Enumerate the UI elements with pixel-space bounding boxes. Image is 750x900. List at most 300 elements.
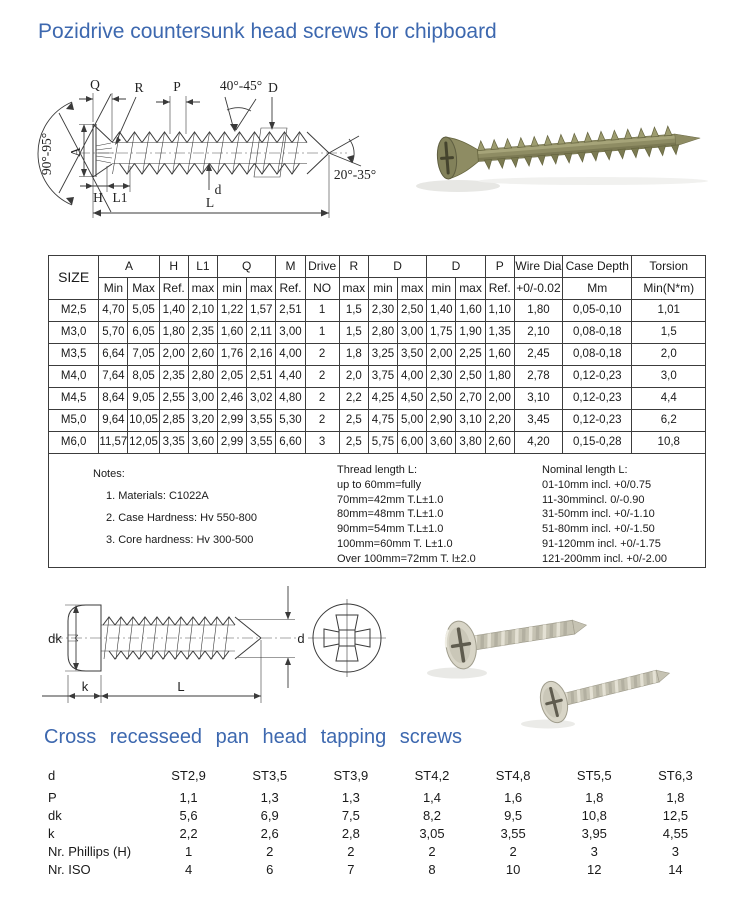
- thread-shape: [624, 129, 632, 139]
- dk-label: dk: [48, 631, 62, 646]
- table-cell: 1,80: [485, 366, 514, 388]
- tapping-screws-photo: [415, 578, 730, 733]
- row-size-cell: M3,5: [49, 344, 99, 366]
- row-label: Nr. ISO: [48, 862, 91, 877]
- table-cell: 1,22: [218, 300, 247, 322]
- table-row: [49, 300, 706, 322]
- table-cell: 4,80: [276, 388, 305, 410]
- column-sub-header: max: [188, 278, 217, 300]
- q-label: Q: [90, 77, 100, 92]
- table-cell: 3,75: [368, 366, 397, 388]
- column-group-header: M: [276, 256, 305, 278]
- thread-shape: [551, 154, 559, 164]
- table-cell: 2,20: [485, 410, 514, 432]
- table-cell: 2,5: [339, 410, 368, 432]
- table-cell: 3,0: [632, 366, 706, 388]
- r-label: R: [134, 80, 144, 95]
- table-cell: 4,50: [398, 388, 427, 410]
- column-sub-header: Min: [99, 278, 128, 300]
- table-cell: 7,05: [128, 344, 159, 366]
- table-cell: 12,5: [662, 808, 689, 823]
- table-cell: 0,12-0,23: [563, 388, 632, 410]
- table-cell: 2,0: [339, 366, 368, 388]
- column-group-header: Wire Dia: [514, 256, 562, 278]
- table-cell: 10,05: [128, 410, 159, 432]
- cross-recess-view: [308, 599, 386, 677]
- column-group-header: Case Depth: [563, 256, 632, 278]
- length-label: L: [177, 679, 185, 694]
- thread-shape: [570, 133, 578, 143]
- tapping-screw-large: [442, 601, 590, 671]
- column-sub-header: Ref.: [485, 278, 514, 300]
- table-cell: 2,05: [218, 366, 247, 388]
- table-cell: 5,30: [276, 410, 305, 432]
- table-cell: ST3,5: [252, 767, 288, 783]
- p-label: P: [173, 79, 181, 94]
- spec-table-body: [49, 300, 706, 454]
- table-cell: 2,30: [427, 366, 456, 388]
- thread-shape: [524, 156, 532, 166]
- column-sub-header: max: [398, 278, 427, 300]
- thread-shape: [503, 138, 511, 148]
- table-cell: 1,10: [485, 300, 514, 322]
- table-cell: 2,6: [260, 826, 279, 841]
- table-cell: 7,64: [99, 366, 128, 388]
- table-cell: 1,40: [427, 300, 456, 322]
- table-row: [49, 432, 706, 454]
- row-size-cell: M4,5: [49, 388, 99, 410]
- table-row: [49, 322, 706, 344]
- table-cell: 2,35: [159, 366, 188, 388]
- table-cell: 12,05: [128, 432, 159, 454]
- table-cell: 2,80: [368, 322, 397, 344]
- table-cell: 1,35: [485, 322, 514, 344]
- table-cell: 1,60: [456, 300, 485, 322]
- top-angle-label: 40°-45°: [219, 78, 263, 93]
- column-group-header: Torsion: [632, 256, 706, 278]
- l1-label: L1: [112, 190, 128, 205]
- row-size-cell: M6,0: [49, 432, 99, 454]
- table-cell: 1,4: [422, 790, 442, 805]
- table-cell: 14: [668, 862, 683, 877]
- table-cell: 3,02: [247, 388, 276, 410]
- table-cell: 1,5: [632, 322, 706, 344]
- tapping-screw-small: [536, 653, 674, 726]
- column-sub-header: max: [456, 278, 485, 300]
- table-cell: 0,15-0,28: [563, 432, 632, 454]
- table-cell: 4,00: [276, 344, 305, 366]
- table-cell: 6,2: [632, 410, 706, 432]
- thread-shape: [671, 145, 679, 155]
- column-sub-header: min: [368, 278, 397, 300]
- column-sub-header: min: [427, 278, 456, 300]
- thread-shape: [484, 159, 492, 169]
- table-cell: 1: [184, 844, 193, 859]
- table-cell: 3,55: [500, 826, 526, 841]
- row-label: d: [48, 767, 56, 783]
- column-sub-header: Max: [128, 278, 159, 300]
- column-group-header: R: [339, 256, 368, 278]
- size-column-header: SIZE: [49, 256, 99, 300]
- thread-shape: [605, 150, 613, 160]
- thread-shape: [584, 132, 592, 142]
- column-group-header: A: [99, 256, 159, 278]
- table-cell: 2,99: [218, 410, 247, 432]
- table-cell: 2,50: [398, 300, 427, 322]
- thread-shape: [597, 131, 605, 141]
- table-cell: 0,12-0,23: [563, 366, 632, 388]
- thread-shape: [557, 134, 565, 144]
- thread-shape: [530, 136, 538, 146]
- note-line: 91-120mm incl. +0/-1.75: [542, 537, 661, 550]
- table-cell: 2,50: [427, 388, 456, 410]
- table-cell: 9,05: [128, 388, 159, 410]
- table-cell: 4,55: [662, 826, 689, 841]
- table-cell: 2,90: [427, 410, 456, 432]
- h-label: H: [93, 190, 103, 205]
- table-cell: 2,99: [218, 432, 247, 454]
- section-title: Cross recesseed pan head tapping screws: [44, 726, 462, 748]
- table-cell: 4,25: [368, 388, 397, 410]
- note-line: 2. Case Hardness: Hv 550-800: [106, 512, 258, 524]
- table-cell: 9,64: [99, 410, 128, 432]
- column-sub-header: max: [247, 278, 276, 300]
- column-sub-header: +0/-0.02: [514, 278, 562, 300]
- column-sub-header: max: [339, 278, 368, 300]
- thread-shape: [477, 141, 485, 151]
- table-row: [40, 807, 716, 825]
- a-label: A: [68, 147, 83, 157]
- thread-shape: [538, 155, 546, 165]
- table-cell: 3,25: [368, 344, 397, 366]
- table-cell: 7: [347, 862, 355, 877]
- table-cell: 3,35: [159, 432, 188, 454]
- photo-shadow: [521, 720, 575, 729]
- table-cell: 2,10: [514, 322, 562, 344]
- table-cell: 3,80: [456, 432, 485, 454]
- table-cell: 2,30: [368, 300, 397, 322]
- dimension-lines: [38, 93, 361, 218]
- table-cell: 3,10: [514, 388, 562, 410]
- table-cell: 1,8: [585, 790, 604, 805]
- table-cell: 2,55: [159, 388, 188, 410]
- table-cell: 2: [305, 388, 339, 410]
- photo-shadow: [478, 177, 708, 185]
- spec-table: [48, 255, 706, 568]
- table-cell: 6: [266, 862, 274, 877]
- column-sub-header: Min(N*m): [632, 278, 706, 300]
- table-cell: 5,75: [368, 432, 397, 454]
- table-row: [49, 388, 706, 410]
- table-cell: 10,8: [632, 432, 706, 454]
- thread-shape: [564, 153, 572, 163]
- table-cell: 4,40: [276, 366, 305, 388]
- page-title: Pozidrive countersunk head screws for chipboard: [38, 20, 497, 43]
- olive-screw: [436, 117, 702, 180]
- table-row: [40, 789, 716, 807]
- note-line: 31-50mm incl. +0/-1.10: [542, 508, 655, 521]
- table-cell: 1,5: [339, 322, 368, 344]
- table-cell: 11,57: [99, 432, 128, 454]
- note-line: Notes:: [93, 468, 125, 480]
- table-cell: 2,51: [247, 366, 276, 388]
- row-label: P: [48, 790, 57, 805]
- table-cell: 0,08-0,18: [563, 322, 632, 344]
- table-cell: 0,08-0,18: [563, 344, 632, 366]
- table-cell: 1,80: [514, 300, 562, 322]
- note-line: Over 100mm=72mm T. l±2.0: [337, 552, 476, 565]
- table-cell: 2: [305, 410, 339, 432]
- table-cell: ST2,9: [171, 767, 206, 783]
- d-minor-label: d: [214, 182, 222, 197]
- table-cell: 8: [428, 862, 436, 877]
- table-cell: 1,3: [260, 790, 279, 805]
- table-cell: 2,50: [456, 366, 485, 388]
- thread-shape: [498, 158, 506, 168]
- column-sub-header: NO: [305, 278, 339, 300]
- table-cell: 1,76: [218, 344, 247, 366]
- table-cell: 1: [305, 300, 339, 322]
- note-line: 80mm=48mm T.L±1.0: [337, 508, 444, 521]
- thread-shape: [645, 147, 653, 157]
- column-group-header: L1: [188, 256, 217, 278]
- table-cell: 3: [590, 844, 598, 859]
- table-cell: 8,2: [422, 808, 442, 823]
- table-cell: 8,64: [99, 388, 128, 410]
- countersunk-screw-diagram: [35, 66, 385, 224]
- table-cell: 0,05-0,10: [563, 300, 632, 322]
- thread-shape: [511, 157, 519, 167]
- thread-shape: [618, 149, 626, 159]
- table-cell: 2,60: [485, 432, 514, 454]
- table-cell: 4,4: [632, 388, 706, 410]
- table-cell: 2: [428, 844, 436, 859]
- d-label: d: [297, 631, 305, 646]
- column-sub-header: min: [218, 278, 247, 300]
- table-cell: 2,85: [159, 410, 188, 432]
- table-cell: 1,01: [632, 300, 706, 322]
- row-size-cell: M3,0: [49, 322, 99, 344]
- pan-head-screw-diagram: [30, 582, 400, 712]
- table-cell: 4,00: [398, 366, 427, 388]
- note-line: 01-10mm incl. +0/0.75: [542, 478, 652, 491]
- row-size-cell: M2,5: [49, 300, 99, 322]
- screw-outline: [79, 124, 347, 177]
- table-cell: 2,16: [247, 344, 276, 366]
- table-cell: ST6,3: [658, 767, 693, 783]
- table-cell: 6,9: [260, 808, 279, 823]
- table-cell: 1,57: [247, 300, 276, 322]
- dimension-lines: [42, 586, 295, 703]
- table-cell: 1,60: [485, 344, 514, 366]
- table-cell: 12: [587, 862, 602, 877]
- table-cell: 1,75: [427, 322, 456, 344]
- note-line: 1. Materials: C1022A: [106, 490, 209, 502]
- column-group-header: P: [485, 256, 514, 278]
- note-line: Nominal length L:: [542, 464, 628, 476]
- notes-cell: [49, 454, 706, 568]
- note-line: up to 60mm=fully: [337, 478, 422, 491]
- table-cell: 6,64: [99, 344, 128, 366]
- head-angle-label: 90°-95°: [39, 132, 54, 176]
- thread-shape: [610, 130, 618, 140]
- table-cell: 8,05: [128, 366, 159, 388]
- note-line: 51-80mm incl. +0/-1.50: [542, 523, 655, 536]
- row-size-cell: M5,0: [49, 410, 99, 432]
- thread-shape: [517, 137, 525, 147]
- table-cell: 4,20: [514, 432, 562, 454]
- table-cell: 10,8: [581, 808, 607, 823]
- column-group-header: Drive: [305, 256, 339, 278]
- photo-shadow: [427, 668, 487, 679]
- table-cell: 3,00: [276, 322, 305, 344]
- table-cell: 2: [305, 344, 339, 366]
- table-cell: 5,00: [398, 410, 427, 432]
- table-cell: 6,60: [276, 432, 305, 454]
- note-line: 100mm=60mm T. L±1.0: [337, 537, 453, 550]
- table-cell: 0,12-0,23: [563, 410, 632, 432]
- note-line: 3. Core hardness: Hv 300-500: [106, 534, 254, 546]
- table-cell: 3: [671, 844, 680, 859]
- k-label: k: [81, 679, 89, 694]
- thread-shape: [650, 127, 658, 137]
- table-cell: 9,5: [504, 808, 523, 823]
- row-label: Nr. Phillips (H): [48, 844, 132, 859]
- table-cell: 2,45: [514, 344, 562, 366]
- table-cell: 3,45: [514, 410, 562, 432]
- table-cell: 2: [266, 844, 274, 859]
- table-cell: 3,50: [398, 344, 427, 366]
- table-cell: 2,51: [276, 300, 305, 322]
- table-cell: 3,60: [427, 432, 456, 454]
- table-cell: 2,5: [339, 432, 368, 454]
- table-cell: ST4,2: [414, 767, 450, 783]
- row-label: k: [48, 826, 55, 841]
- thread-shape: [631, 148, 639, 158]
- table-cell: 2,25: [456, 344, 485, 366]
- table-cell: 2,2: [179, 826, 198, 841]
- table-cell: 2,70: [456, 388, 485, 410]
- table-cell: 4,75: [368, 410, 397, 432]
- tapping-table-body: [40, 766, 716, 879]
- note-line: 90mm=54mm T.L±1.0: [337, 523, 444, 536]
- table-cell: 2,60: [188, 344, 217, 366]
- table-cell: 7,5: [341, 808, 360, 823]
- table-cell: 3,20: [188, 410, 217, 432]
- column-group-header: D: [368, 256, 426, 278]
- table-cell: 4: [184, 862, 193, 877]
- thread-shape: [664, 126, 672, 136]
- column-group-header: H: [159, 256, 188, 278]
- thread-shape: [591, 151, 599, 161]
- table-cell: 1,8: [666, 790, 685, 805]
- table-cell: 5,70: [99, 322, 128, 344]
- table-cell: 1,40: [159, 300, 188, 322]
- column-group-header: D: [427, 256, 485, 278]
- table-cell: 5,05: [128, 300, 159, 322]
- table-cell: 3,00: [188, 388, 217, 410]
- table-cell: 3,55: [247, 432, 276, 454]
- table-cell: 3,05: [419, 826, 445, 841]
- table-cell: 3,00: [398, 322, 427, 344]
- table-cell: ST3,9: [333, 767, 369, 783]
- notes-column: [542, 463, 701, 567]
- tip-angle-label: 20°-35°: [333, 167, 377, 182]
- table-cell: ST4,8: [495, 767, 531, 783]
- table-cell: 6,00: [398, 432, 427, 454]
- column-group-header: Q: [218, 256, 276, 278]
- spec-table-header: [49, 256, 706, 300]
- table-cell: 2,35: [188, 322, 217, 344]
- table-row: [49, 366, 706, 388]
- thread-shape: [544, 135, 552, 145]
- table-cell: 3: [305, 432, 339, 454]
- thread-shape: [490, 139, 498, 149]
- table-cell: 2,10: [188, 300, 217, 322]
- table-cell: 10: [505, 862, 521, 877]
- table-cell: 3,95: [581, 826, 607, 841]
- dimension-labels: [48, 631, 304, 694]
- thread-shape: [658, 146, 666, 156]
- notes-section: [49, 454, 705, 567]
- thread-shape: [578, 152, 586, 162]
- chipboard-screw-photo: [398, 82, 738, 217]
- table-cell: 2,78: [514, 366, 562, 388]
- table-row: [40, 843, 716, 861]
- table-cell: 3,55: [247, 410, 276, 432]
- table-row: [40, 825, 716, 843]
- table-cell: 2,2: [339, 388, 368, 410]
- column-sub-header: Mm: [563, 278, 632, 300]
- notes-column: [93, 463, 337, 567]
- table-cell: 2,00: [485, 388, 514, 410]
- table-cell: 2,80: [188, 366, 217, 388]
- length-label: L: [205, 195, 215, 210]
- table-cell: 1,80: [159, 322, 188, 344]
- spec-header-row-1: [49, 256, 706, 278]
- spec-header-row-2: [49, 278, 706, 300]
- table-cell: 2,0: [632, 344, 706, 366]
- table-cell: 1,1: [179, 790, 198, 805]
- table-cell: 1,5: [339, 300, 368, 322]
- thread-shape: [637, 128, 645, 138]
- row-label: dk: [48, 808, 62, 823]
- table-cell: 1,6: [504, 790, 523, 805]
- table-row: [49, 344, 706, 366]
- table-row: [49, 410, 706, 432]
- note-line: 11-30mmincl. 0/-0.90: [542, 493, 645, 506]
- table-cell: 3,10: [456, 410, 485, 432]
- column-sub-header: Ref.: [159, 278, 188, 300]
- note-line: 70mm=42mm T.L±1.0: [337, 493, 444, 506]
- table-cell: 2,8: [341, 826, 360, 841]
- note-line: Thread length L:: [337, 464, 418, 476]
- table-row: [40, 861, 716, 879]
- table-row: [40, 766, 716, 789]
- table-cell: 1,60: [218, 322, 247, 344]
- table-cell: 2,00: [159, 344, 188, 366]
- note-line: 121-200mm incl. +0/-2.00: [542, 552, 668, 565]
- table-cell: 2: [347, 844, 355, 859]
- d-major-label: D: [268, 80, 278, 95]
- table-cell: 6,05: [128, 322, 159, 344]
- table-cell: 5,6: [179, 808, 198, 823]
- table-cell: 4,70: [99, 300, 128, 322]
- tapping-table: [40, 766, 716, 879]
- table-cell: 1: [305, 322, 339, 344]
- table-cell: 1,3: [341, 790, 360, 805]
- notes-column: [337, 463, 542, 567]
